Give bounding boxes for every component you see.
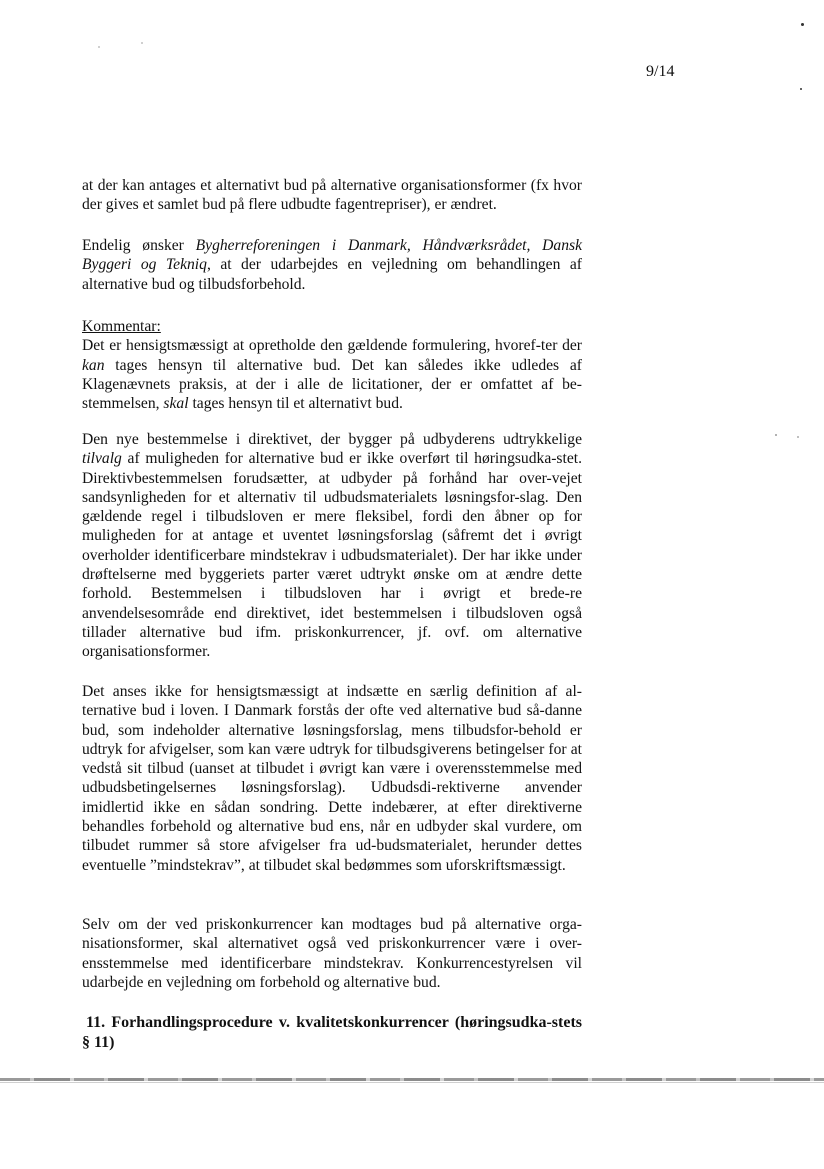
kommentar-emphasis-kan: kan <box>82 356 105 374</box>
kommentar-text-3: tages hensyn til et alternativt bud. <box>188 395 403 413</box>
kommentar-paragraph <box>82 336 582 413</box>
paragraph-priskonkurrencer: Selv om der ved priskonkurrencer kan modtages bud på alternative orga-nisationsformer, skal alternativet også ved priskonkurrencer være i over-ensstemmelse med identificerbare mindstekrav. Konkurrencestyrelsen vil udarbejde en vejledning om forbehold og alternative bud. <box>82 916 582 991</box>
paragraph-direktiv-text-1: Den nye bestemmelse i direktivet, der bygger på udbyderens udtrykkelige <box>82 431 582 448</box>
scan-speck <box>775 434 777 436</box>
scan-speck <box>98 46 100 48</box>
emphasis-tilvalg: tilvalg <box>82 450 122 468</box>
kommentar-section <box>82 317 582 413</box>
kommentar-emphasis-skal: skal <box>163 395 189 413</box>
kommentar-text-2: tages hensyn til alternative bud. Det kan således ikke udledes af Klagenævnets praksis, at der i alle de licitationer, der er omfattet af be-stemmelsen, <box>82 356 582 413</box>
scan-speck <box>797 436 799 438</box>
scan-speck <box>800 88 802 90</box>
section-heading-11: 11. Forhandlingsprocedure v. kvalitetskonkurrencer (høringsudka-stets § 11) <box>82 1014 582 1051</box>
paragraph-direktiv-text-2: af muligheden for alternative bud er ikke overført til høringsudka-stet. Direktivbestemmelsen forudsætter, at udbyder på forhånd har over-vejet sandsynligheden for et alternativ til udbudsmaterialets løsningsfor-slag. Den gældende regel i tilbudsloven er mere fleksibel, fordi den åbner op for muligheden for at antage et uventet løsningsforslag (såfremt det i øvrigt overholder identificerbare mindstekrav i udbudsmaterialet). Der har ikke under drøftelserne med byggeriets parter været udtrykt ønske om at ændre dette forhold. Bestemmelsen i tilbudsloven har i øvrigt et brede-re anvendelsesområde end direktivet, idet bestemmelsen i tilbudsloven også tillader alternative bud ifm. priskonkurrencer, jf. ovf. om alternative organisationsformer. <box>82 450 582 661</box>
kommentar-text-1: Det er hensigtsmæssigt at opretholde den gældende formulering, hvoref-ter der <box>82 337 582 355</box>
paragraph-alternative-bud-organisation: at der kan antages et alternativt bud på alternative organisationsformer (fx hvor der gives et samlet bud på flere udbudte fagentrepriser), er ændret. <box>82 177 582 214</box>
paragraph-definition-alternative-bud: Det anses ikke for hensigtsmæssigt at indsætte en særlig definition af al-ternative bud i loven. I Danmark forstås der ofte ved alternative bud så-danne bud, som indeholder alternative løsningsforslag, mens tilbudsfor-behold er udtryk for afvigelser, som kan være udtryk for tilbudsgiverens betingelser for at vedstå sit tilbud (uanset at tilbudet i øvrigt kan være i overensstemmelse med udbudsbetingelsernes løsningsforslag). Udbudsdi-rektiverne anvender imidlertid ikke en sådan sondring. Dette indebærer, at efter direktiverne behandles forbehold og alternative bud ens, når en udbyder skal vurdere, om tilbudet rummer så store afvigelser fra ud-budsmaterialet, herunder dettes eventuelle ”mindstekrav”, at tilbudet skal bedømmes som uforskriftsmæssigt. <box>82 683 582 874</box>
paragraph-endelig-onsker-end: , at der udarbejdes en vejledning om behandlingen af alternative bud og tilbudsforbehold. <box>82 256 582 293</box>
organisations-list: Bygherreforeningen i Danmark, Håndværksrådet, Dansk Byggeri og Tekniq <box>82 237 583 274</box>
paragraph-direktiv-bestemmelse <box>82 430 582 662</box>
kommentar-heading: Kommentar: <box>82 318 161 335</box>
paragraph-endelig-onsker-start: Endelig ønsker <box>82 237 196 254</box>
scan-speck <box>141 42 143 44</box>
scan-speck <box>801 23 804 26</box>
scan-artifact-line <box>0 1082 824 1083</box>
paragraph-endelig-onsker <box>82 236 582 294</box>
scan-artifact-line <box>0 1078 824 1081</box>
page-number: 9/14 <box>646 63 675 80</box>
